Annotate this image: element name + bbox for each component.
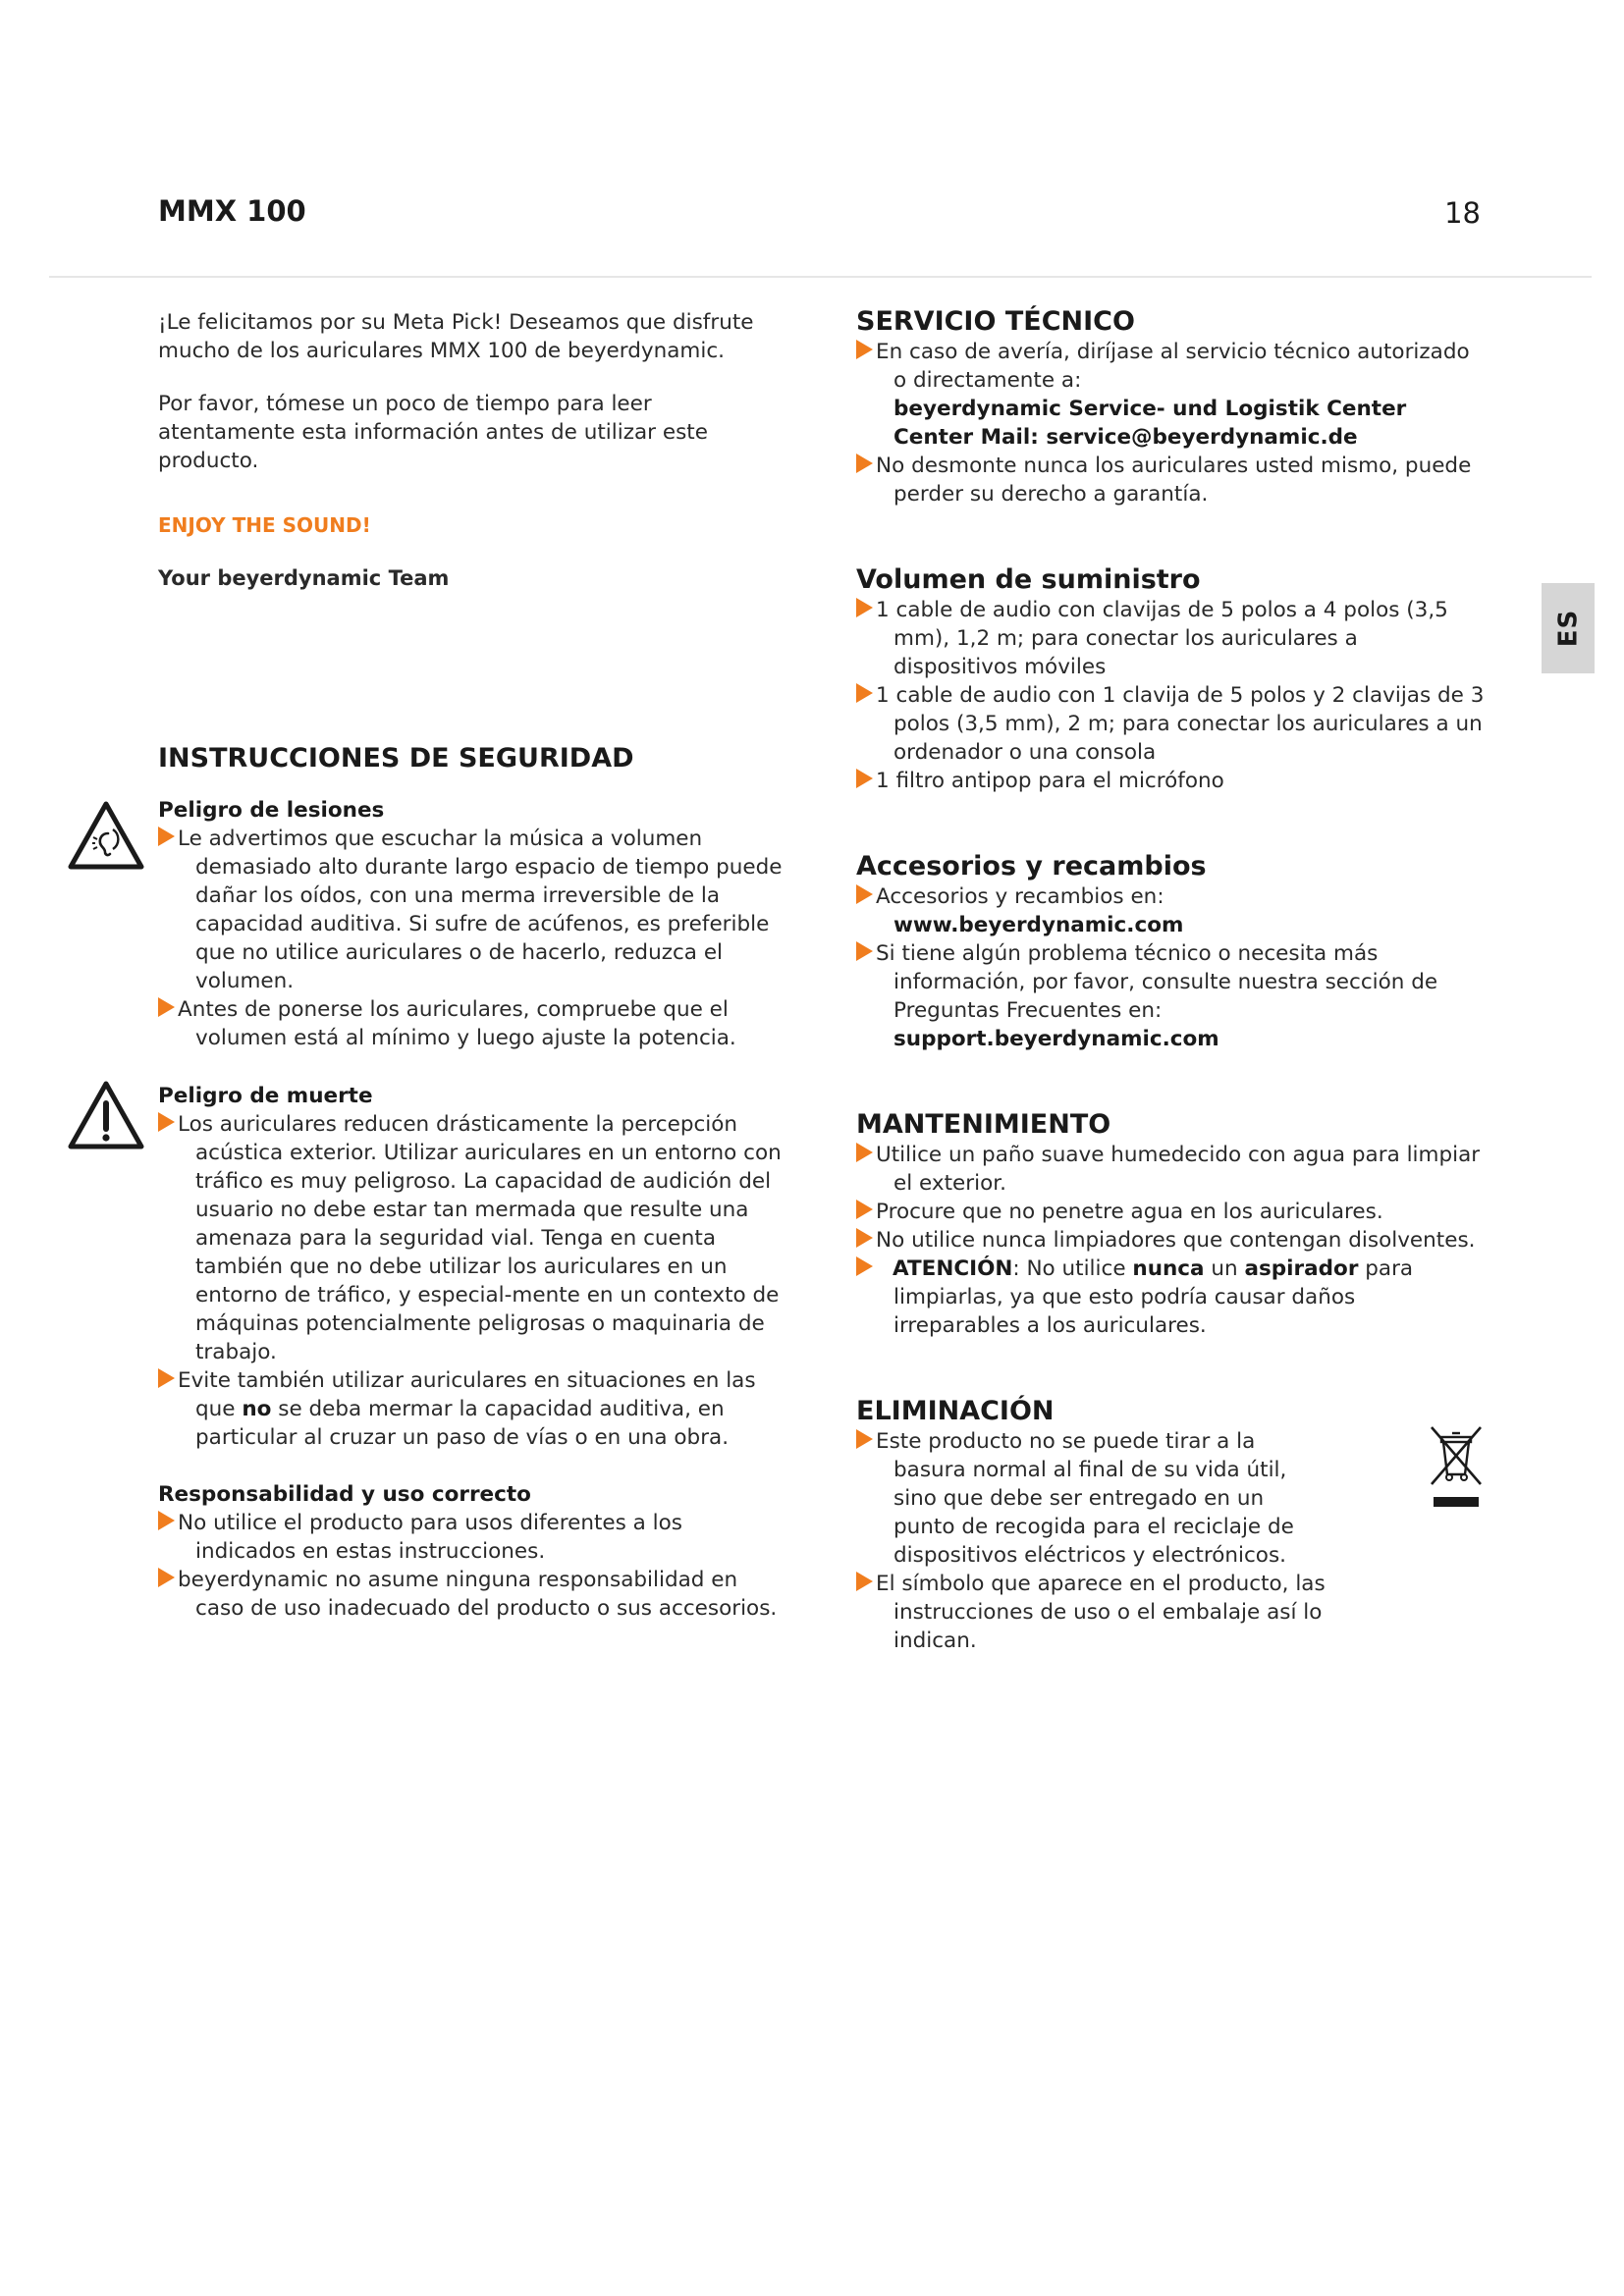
disposal-list [856,1427,1327,1655]
list-item: Los auriculares reducen drásticamente la percepción acústica exterior. Utilizar auriculares en un entorno con tráfico es muy peligroso. La capacidad de audición del usuario no debe estar tan mermada que resulte una amenaza para la seguridad vial. Tenga en cuenta también que no debe utilizar los auriculares en un entorno de tráfico, y especial-mente en un contexto de máquinas potencialmente peligrosas o maquinaria de trabajo. [158,1110,786,1366]
arrow-bullet-icon [856,454,873,473]
weee-crossed-bin-icon [1426,1423,1487,1514]
hearing-warning-icon [68,800,144,871]
injury-section [158,796,786,1052]
intro-paragraph-2: Por favor, tómese un poco de tiempo para leer atentamente esta información antes de utilizar este producto. [158,392,708,473]
list-item: Antes de ponerse los auriculares, compruebe que el volumen está al mínimo y luego ajuste la potencia. [158,995,786,1052]
supply-section [856,564,1485,795]
list-item: El símbolo que aparece en el producto, las instrucciones de uso o el embalaje así lo indican. [856,1570,1327,1655]
list-item: Este producto no se puede tirar a la basura normal al final de su vida útil, sino que debe ser entregado en un punto de recogida para el reciclaje de dispositivos eléctricos y electrónicos. [856,1427,1327,1570]
arrow-bullet-icon [856,1429,873,1449]
list-item: Accesorios y recambios en: www.beyerdynamic.com [856,882,1485,939]
maintenance-list [856,1141,1485,1340]
arrow-bullet-icon [158,1368,175,1388]
arrow-bullet-icon [856,941,873,961]
list-item: No desmonte nunca los auriculares usted mismo, puede perder su derecho a garantía. [856,452,1485,508]
maintenance-section [856,1109,1485,1340]
disposal-heading: ELIMINACIÓN [856,1396,1055,1426]
list-item: Utilice un paño suave humedecido con agua para limpiar el exterior. [856,1141,1485,1198]
list-item: En caso de avería, diríjase al servicio técnico autorizado o directamente a: beyerdynamic Service- und Logistik Center Center Mail: service@beyerdynamic.de [856,338,1485,452]
list-item: beyerdynamic no asume ninguna responsabilidad en caso de uso inadecuado del producto o sus accesorios. [158,1566,786,1623]
accessories-heading: Accesorios y recambios [856,851,1207,881]
death-section [158,1082,786,1452]
accessories-section [856,851,1485,1053]
death-list [158,1110,786,1452]
supply-list [856,596,1485,795]
exclamation-warning-icon [68,1080,144,1150]
service-list [856,338,1485,508]
responsibility-section [158,1480,786,1623]
service-section [856,306,1485,508]
list-item: Le advertimos que escuchar la música a volumen demasiado alto durante largo espacio de tiempo puede dañar los oídos, con una merma irreversible de la capacidad auditiva. Si sufre de acúfenos, es preferible que no utilice auriculares o de hacerlo, reduzca el volumen. [158,825,786,995]
list-item: Si tiene algún problema técnico o necesita más información, por favor, consulte nuestra sección de Preguntas Frecuentes en: support.beyerdynamic.com [856,939,1485,1053]
arrow-bullet-icon [158,1112,175,1132]
enjoy-the-sound-tagline: ENJOY THE SOUND! [158,513,371,537]
arrow-bullet-icon [158,997,175,1017]
arrow-bullet-icon [158,1511,175,1530]
language-tab [1542,583,1595,673]
accessories-list [856,882,1485,1053]
list-item: 1 filtro antipop para el micrófono [856,767,1485,795]
supply-heading: Volumen de suministro [856,564,1201,595]
document-title: MMX 100 [158,194,306,228]
arrow-bullet-icon [856,598,873,617]
arrow-bullet-icon [158,1568,175,1587]
arrow-bullet-icon [158,827,175,846]
list-item: 1 cable de audio con 1 clavija de 5 polos y 2 clavijas de 3 polos (3,5 mm), 2 m; para conectar los auriculares a un ordenador o una consola [856,681,1485,767]
intro-section [158,308,786,475]
death-title: Peligro de muerte [158,1084,373,1108]
arrow-bullet-icon [856,1143,873,1162]
page-number: 18 [1444,196,1481,230]
arrow-bullet-icon [856,340,873,359]
list-item: No utilice el producto para usos diferentes a los indicados en estas instrucciones. [158,1509,786,1566]
list-item: 1 cable de audio con clavijas de 5 polos a 4 polos (3,5 mm), 1,2 m; para conectar los auriculares a dispositivos móviles [856,596,1485,681]
arrow-bullet-icon [856,683,873,703]
responsibility-title: Responsabilidad y uso correcto [158,1482,531,1507]
arrow-bullet-icon [856,769,873,788]
service-center-mail: Center Mail: service@beyerdynamic.de [893,425,1358,450]
injury-title: Peligro de lesiones [158,798,385,823]
arrow-bullet-icon [856,1572,873,1591]
disposal-section [856,1396,1485,1655]
arrow-bullet-icon [856,1256,873,1276]
website-link[interactable]: www.beyerdynamic.com [893,913,1184,937]
responsibility-list [158,1509,786,1623]
header-divider [49,276,1592,278]
list-item: Evite también utilizar auriculares en situaciones en las que no se deba mermar la capacidad auditiva, en particular al cruzar un paso de vías o en una obra. [158,1366,786,1452]
safety-heading: INSTRUCCIONES DE SEGURIDAD [158,743,634,774]
injury-list [158,825,786,1052]
team-signature: Your beyerdynamic Team [158,566,450,590]
intro-paragraph-1: ¡Le felicitamos por su Meta Pick! Deseamos que disfrute mucho de los auriculares MMX 100 de beyerdynamic. [158,310,754,363]
arrow-bullet-icon [856,884,873,904]
list-item: No utilice nunca limpiadores que contengan disolventes. [856,1226,1485,1255]
list-item: Procure que no penetre agua en los auriculares. [856,1198,1485,1226]
language-tab-label: ES [1553,609,1583,648]
list-item: ATENCIÓN: No utilice nunca un aspirador para limpiarlas, ya que esto podría causar daños irreparables a los auriculares. [856,1255,1485,1340]
support-link[interactable]: support.beyerdynamic.com [893,1027,1219,1051]
left-column [158,308,786,1623]
service-center-name: beyerdynamic Service- und Logistik Center [893,397,1407,421]
right-column [856,306,1485,1655]
service-heading: SERVICIO TÉCNICO [856,306,1135,337]
arrow-bullet-icon [856,1228,873,1248]
arrow-bullet-icon [856,1200,873,1219]
maintenance-heading: MANTENIMIENTO [856,1109,1111,1140]
